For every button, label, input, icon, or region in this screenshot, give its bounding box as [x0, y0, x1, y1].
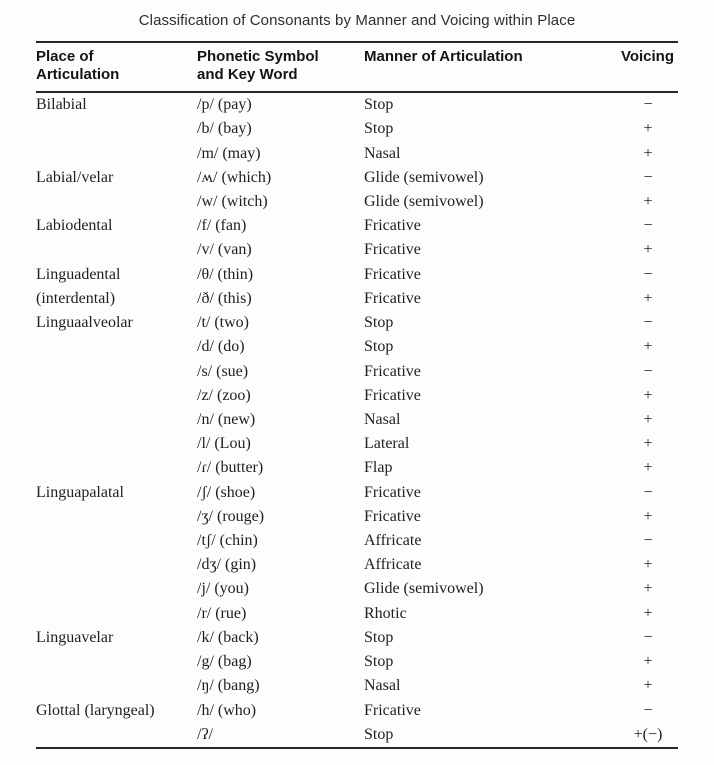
- cell-manner: Glide (semivowel): [364, 192, 484, 210]
- cell-manner: Stop: [364, 653, 394, 671]
- cell-manner: Fricative: [364, 386, 421, 404]
- cell-voicing: +: [643, 507, 653, 525]
- cell-manner: Flap: [364, 459, 393, 477]
- cell-phonetic-symbol: /v/ (van): [197, 241, 252, 259]
- header-manner-of-articulation: [364, 48, 618, 91]
- cell-place: (interdental): [36, 289, 116, 307]
- cell-voicing: +: [643, 241, 653, 259]
- table-row: [36, 698, 678, 722]
- cell-voicing: +: [643, 580, 653, 598]
- cell-voicing: +: [643, 556, 653, 574]
- cell-phonetic-symbol: /j/ (you): [197, 580, 249, 598]
- cell-manner: Stop: [364, 628, 394, 646]
- cell-manner: Glide (semivowel): [364, 580, 484, 598]
- cell-phonetic-symbol: /p/ (pay): [197, 96, 252, 114]
- header-phonetic-symbol: [197, 48, 364, 91]
- cell-phonetic-symbol: /b/ (bay): [197, 120, 252, 138]
- header-voicing: [618, 48, 678, 91]
- cell-voicing: −: [643, 217, 653, 235]
- header-symbol-line2: and Key Word: [197, 65, 298, 83]
- cell-manner: Fricative: [364, 507, 421, 525]
- cell-phonetic-symbol: /r/ (rue): [197, 604, 247, 622]
- table-row: [36, 456, 678, 480]
- cell-phonetic-symbol: /f/ (fan): [197, 217, 247, 235]
- cell-voicing: +: [643, 289, 653, 307]
- cell-phonetic-symbol: /h/ (who): [197, 701, 257, 719]
- cell-phonetic-symbol: /k/ (back): [197, 628, 259, 646]
- table-row: [36, 626, 678, 650]
- table-row: [36, 166, 678, 190]
- table-row: [36, 529, 678, 553]
- cell-manner: Fricative: [364, 483, 421, 501]
- cell-phonetic-symbol: /m/ (may): [197, 144, 261, 162]
- cell-phonetic-symbol: /z/ (zoo): [197, 386, 251, 404]
- cell-manner: Affricate: [364, 556, 422, 574]
- cell-manner: Stop: [364, 314, 394, 332]
- cell-voicing: +: [643, 653, 653, 671]
- table-body: [36, 93, 678, 749]
- cell-phonetic-symbol: /d/ (do): [197, 338, 245, 356]
- table-row: [36, 650, 678, 674]
- cell-manner: Nasal: [364, 410, 401, 428]
- header-symbol-line1: Phonetic Symbol: [197, 48, 319, 65]
- cell-phonetic-symbol: /θ/ (thin): [197, 265, 254, 283]
- table-row: [36, 190, 678, 214]
- cell-phonetic-symbol: /l/ (Lou): [197, 435, 251, 453]
- table-row: [36, 384, 678, 408]
- cell-voicing: −: [643, 628, 653, 646]
- cell-place: Linguapalatal: [36, 483, 124, 501]
- cell-phonetic-symbol: /s/ (sue): [197, 362, 249, 380]
- cell-phonetic-symbol: /dʒ/ (gin): [197, 556, 257, 574]
- header-place-line1: Place of: [36, 48, 94, 65]
- cell-manner: Lateral: [364, 435, 410, 453]
- table-row: [36, 214, 678, 238]
- table-row: [36, 553, 678, 577]
- header-manner-label: Manner of Articulation: [364, 48, 523, 65]
- cell-phonetic-symbol: /t/ (two): [197, 314, 249, 332]
- cell-manner: Fricative: [364, 701, 421, 719]
- table-row: [36, 602, 678, 626]
- cell-voicing: +: [643, 435, 653, 453]
- cell-place: Labial/velar: [36, 168, 114, 186]
- table-row: [36, 577, 678, 601]
- cell-manner: Fricative: [364, 217, 421, 235]
- cell-place: Bilabial: [36, 96, 87, 114]
- table-row: [36, 359, 678, 383]
- table-row: [36, 432, 678, 456]
- table-row: [36, 481, 678, 505]
- cell-phonetic-symbol: /ʒ/ (rouge): [197, 507, 265, 525]
- cell-manner: Fricative: [364, 362, 421, 380]
- cell-phonetic-symbol: /w/ (witch): [197, 192, 268, 210]
- cell-voicing: +: [643, 604, 653, 622]
- cell-voicing: +: [643, 386, 653, 404]
- cell-place: Linguaalveolar: [36, 314, 133, 332]
- table-row: [36, 238, 678, 262]
- cell-manner: Rhotic: [364, 604, 407, 622]
- table-row: [36, 311, 678, 335]
- cell-voicing: −: [643, 532, 653, 550]
- table-title: Classification of Consonants by Manner and Voicing within Place: [138, 12, 576, 29]
- cell-voicing: −: [643, 96, 653, 114]
- cell-manner: Nasal: [364, 144, 401, 162]
- cell-voicing: −: [643, 265, 653, 283]
- header-place-of-articulation: [36, 48, 197, 91]
- cell-phonetic-symbol: /ŋ/ (bang): [197, 677, 260, 695]
- cell-voicing: +: [643, 144, 653, 162]
- cell-phonetic-symbol: /g/ (bag): [197, 653, 252, 671]
- cell-phonetic-symbol: /ʃ/ (shoe): [197, 483, 256, 501]
- cell-voicing: +(−): [633, 725, 663, 743]
- consonant-classification-table: [36, 41, 678, 749]
- cell-place: Linguadental: [36, 265, 121, 283]
- cell-place: Labiodental: [36, 217, 113, 235]
- cell-manner: Affricate: [364, 532, 422, 550]
- table-row: [36, 117, 678, 141]
- cell-manner: Glide (semivowel): [364, 168, 484, 186]
- cell-voicing: +: [643, 677, 653, 695]
- cell-phonetic-symbol: /ɾ/ (butter): [197, 459, 264, 477]
- cell-manner: Stop: [364, 338, 394, 356]
- cell-manner: Stop: [364, 725, 394, 743]
- cell-voicing: −: [643, 362, 653, 380]
- table-row: [36, 93, 678, 117]
- table-row: [36, 505, 678, 529]
- cell-phonetic-symbol: /ʔ/: [197, 725, 213, 743]
- table-row: [36, 723, 678, 747]
- cell-voicing: −: [643, 701, 653, 719]
- table-row: [36, 141, 678, 165]
- cell-phonetic-symbol: /n/ (new): [197, 410, 256, 428]
- header-place-line2: Articulation: [36, 65, 120, 83]
- cell-voicing: −: [643, 314, 653, 332]
- cell-phonetic-symbol: /tʃ/ (chin): [197, 532, 258, 550]
- cell-voicing: +: [643, 338, 653, 356]
- table-row: [36, 408, 678, 432]
- cell-place: Glottal (laryngeal): [36, 701, 155, 719]
- cell-manner: Stop: [364, 120, 394, 138]
- cell-voicing: +: [643, 459, 653, 477]
- header-voicing-label: Voicing: [620, 48, 674, 65]
- cell-voicing: +: [643, 410, 653, 428]
- cell-manner: Fricative: [364, 241, 421, 259]
- table-row: [36, 263, 678, 287]
- cell-voicing: +: [643, 120, 653, 138]
- cell-manner: Fricative: [364, 289, 421, 307]
- table-row: [36, 287, 678, 311]
- cell-voicing: +: [643, 192, 653, 210]
- cell-place: Linguavelar: [36, 628, 114, 646]
- cell-phonetic-symbol: /ʍ/ (which): [197, 168, 272, 186]
- cell-manner: Stop: [364, 96, 394, 114]
- cell-manner: Fricative: [364, 265, 421, 283]
- cell-phonetic-symbol: /ð/ (this): [197, 289, 252, 307]
- cell-voicing: −: [643, 168, 653, 186]
- table-row: [36, 674, 678, 698]
- table-row: [36, 335, 678, 359]
- cell-voicing: −: [643, 483, 653, 501]
- table-header-row: [36, 43, 678, 93]
- cell-manner: Nasal: [364, 677, 401, 695]
